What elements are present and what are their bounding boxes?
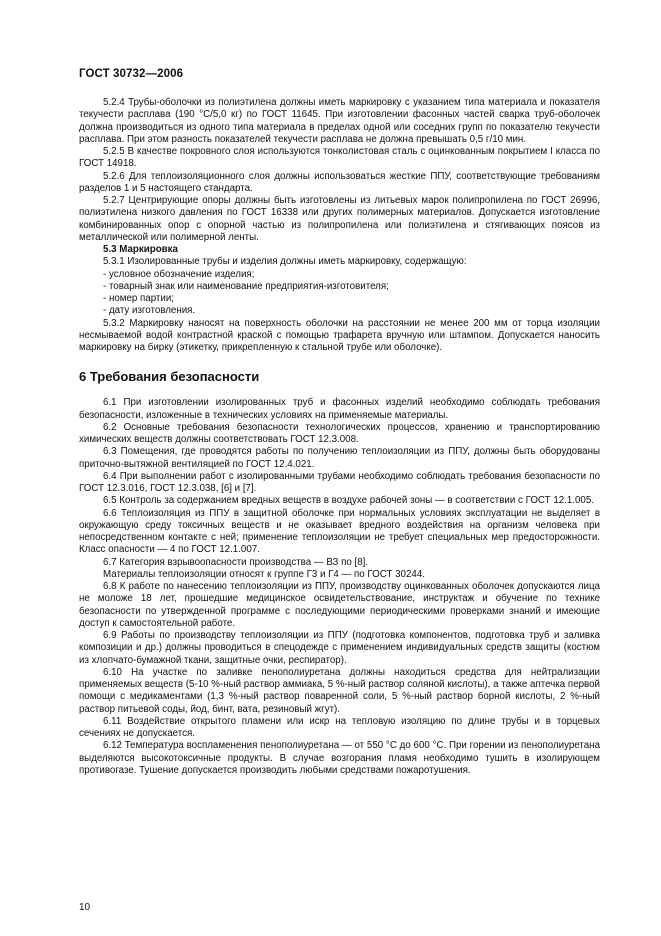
paragraph-5-2-6: 5.2.6 Для теплоизоляционного слоя должны использоваться жесткие ППУ, соответствующие требованиям разделов 1 и 5 настоящего стандарта. — [79, 170, 600, 194]
paragraph-6-8: 6.8 К работе по нанесению теплоизоляции из ППУ, производству оцинкованных оболочек допускаются лица не моложе 18 лет, прошедшие медицинское освидетельствование, инструктаж и обучение по технике безопасности по утвержденной программе с последующими периодическими проверками знаний и имеющие доступ к самостоятельной работе. — [79, 581, 600, 629]
document-body — [79, 97, 600, 777]
paragraph-5-3-2: 5.3.2 Маркировку наносят на поверхность оболочки на расстоянии не менее 200 мм от торца изоляции несмываемой водой контрастной краской с помощью трафарета вручную или штампом. Допускается наносить маркировку на бирку (этикетку, прикрепленную к стальной трубе или оболочке). — [79, 317, 600, 353]
paragraph-6-1: 6.1 При изготовлении изолированных труб и фасонных изделий необходимо соблюдать требования безопасности, изложенные в технических условиях на применяемые материалы. — [79, 397, 600, 421]
paragraph-6-5: 6.5 Контроль за содержанием вредных веществ в воздухе рабочей зоны — в соответствии с ГОСТ 12.1.005. — [103, 495, 594, 507]
list-item: - условное обозначение изделия; — [103, 268, 255, 280]
paragraph-5-2-4: 5.2.4 Трубы-оболочки из полиэтилена должны иметь маркировку с указанием типа материала и показателя текучести расплава (190 °С/5,0 кг) по ГОСТ 11645. При изготовлении фасонных частей сварка труб-оболочек должна производиться из одного типа материала в пределах одной или соседних групп по показателю текучести расплава. При этом разность показателей текучести расплава не должна превышать 0,5 г/10 мин. — [79, 97, 600, 145]
paragraph-5-2-5: 5.2.5 В качестве покровного слоя используются тонколистовая сталь с оцинкованным покрытием I класса по ГОСТ 14918. — [79, 146, 600, 170]
section-heading-6: 6 Требования безопасности — [79, 369, 260, 385]
list-item: - дату изготовления. — [103, 305, 196, 317]
paragraph-5-2-7: 5.2.7 Центрирующие опоры должны быть изготовлены из литьевых марок полипропилена по ГОСТ 26996, полиэтилена низкого давления по ГОСТ 16338 или других полимерных материалов. Допускается изготовление комбинированных опор с опорной частью из полипропилена или полиэтилена и стягивающих поясов из металлической или полимерной ленты. — [79, 195, 600, 243]
subsection-heading-5-3: 5.3 Маркировка — [103, 244, 178, 255]
paragraph-6-9: 6.9 Работы по производству теплоизоляции из ППУ (подготовка компонентов, подготовка труб и заливка композиции и др.) должны проводиться в спецодежде с применением индивидуальных средств защиты (костюм из хлопчато-бумажной ткани, защитные очки, респиратор). — [79, 630, 600, 666]
page-number: 10 — [79, 902, 91, 913]
paragraph-6-6: 6.6 Теплоизоляция из ППУ в защитной оболочке при нормальных условиях эксплуатации не выделяет в окружающую среду токсичных веществ и не оказывает вредного воздействия на организм человека при непосредственном контакте с ней; применение теплоизоляции не требует специальных мер предосторожности. Класс опасности — 4 по ГОСТ 12.1.007. — [79, 507, 600, 556]
paragraph-6-11: 6.11 Воздействие открытого пламени или искр на тепловую изоляцию по длине трубы и в торцевых сечениях не допускается. — [79, 715, 600, 739]
paragraph-6-3: 6.3 Помещения, где проводятся работы по получению теплоизоляции из ППУ, должны быть оборудованы приточно-вытяжной вентиляцией по ГОСТ 12.4.021. — [79, 446, 600, 470]
list-item: - товарный знак или наименование предприятия-изготовителя; — [103, 280, 389, 292]
paragraph-6-10: 6.10 На участке по заливке пенополиуретана должны находиться средства для нейтрализации применяемых веществ (5-10 %-ный раствор аммиака, 5 %-ный раствор соляной кислоты), а также аптечка первой помощи с медикаментами (1,3 %-ный раствор поваренной соли, 5 %-ный раствор борной кислоты, 2 %-ный раствор питьевой соды, йод, бинт, вата, резиновый жгут). — [79, 666, 600, 715]
paragraph-6-7: 6.7 Категория взрывоопасности производства — ВЗ по [8]. — [103, 556, 369, 568]
paragraph-6-4: 6.4 При выполнении работ с изолированными трубами необходимо соблюдать требования безопасности по ГОСТ 12.3.016, ГОСТ 12.3.038, [6] и [7]. — [79, 470, 600, 494]
paragraph-6-7-note: Материалы теплоизоляции относят к группе Г3 и Г4 — по ГОСТ 30244. — [103, 568, 425, 580]
list-item: - номер партии; — [103, 293, 174, 304]
paragraph-5-3-1: 5.3.1 Изолированные трубы и изделия должны иметь маркировку, содержащую: — [103, 256, 467, 268]
paragraph-6-12: 6.12 Температура воспламенения пенополиуретана — от 550 °С до 600 °С. При горении из пенополиуретана выделяются высокотоксичные продукты. В случае возгорания пламя необходимо тушить в изолирующем противогазе. Тушение допускается производить любыми средствами пожаротушения. — [79, 740, 600, 776]
document-header: ГОСТ 30732—2006 — [79, 68, 184, 80]
paragraph-6-2: 6.2 Основные требования безопасности технологических процессов, хранению и транспортированию химических веществ должны соответствовать ГОСТ 12.3.008. — [79, 421, 600, 445]
